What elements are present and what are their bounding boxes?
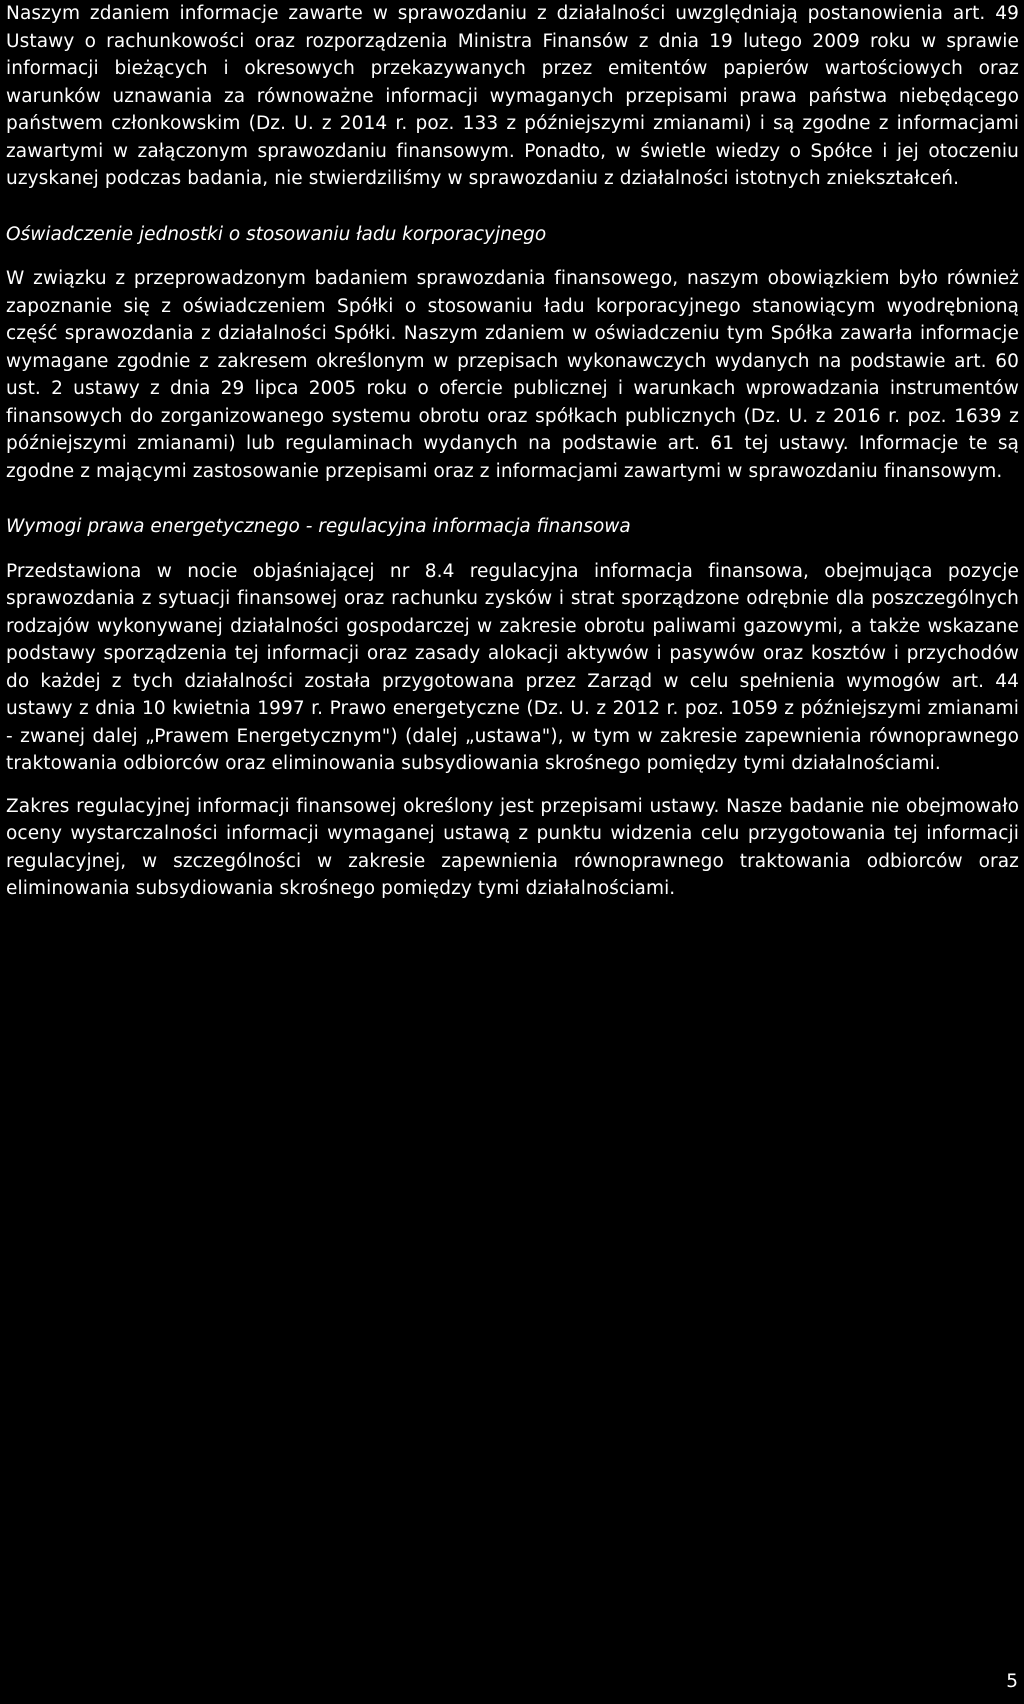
paragraph-regulatory-financial-info: Przedstawiona w nocie objaśniającej nr 8.4 regulacyjna informacja finansowa, obejmująca pozycje sprawozdania z sytuacji finansowej oraz rachunku zysków i strat sporządzone odrębnie dla poszczególnych rodzajów wykonywanej działalności gospodarczej w zakresie obrotu paliwami gazowymi, a także wskazane podstawy sporządzenia tej informacji oraz zasady alokacji aktywów i pasywów oraz kosztów i przychodów do każdej z tych działalności została przygotowana przez Zarząd w celu spełnienia wymogów art. 44 ustawy z dnia 10 kwietnia 1997 r. Prawo energetyczne (Dz. U. z 2012 r. poz. 1059 z późniejszymi zmianami - zwanej dalej „Prawem Energetycznym") (dalej „ustawa"), w tym w zakresie zapewnienia równoprawnego traktowania odbiorców oraz eliminowania subsydiowania skrośnego pomiędzy tymi działalnościami.	[6, 560, 1019, 774]
heading-corporate-governance-statement: Oświadczenie jednostki o stosowaniu ładu korporacyjnego	[6, 223, 547, 245]
paragraph-regulatory-scope: Zakres regulacyjnej informacji finansowej określony jest przepisami ustawy. Nasze badanie nie obejmowało oceny wystarczalności informacji wymaganej ustawą z punktu widzenia celu przygotowania tej informacji regulacyjnej, w szczególności w zakresie zapewnienia równoprawnego traktowania odbiorców oraz eliminowania subsydiowania skrośnego pomiędzy tymi działalnościami.	[6, 795, 1019, 899]
paragraph-corporate-governance: W związku z przeprowadzonym badaniem sprawozdania finansowego, naszym obowiązkiem było również zapoznanie się z oświadczeniem Spółki o stosowaniu ładu korporacyjnego stanowiącym wyodrębnioną część sprawozdania z działalności Spółki. Naszym zdaniem w oświadczeniu tym Spółka zawarła informacje wymagane zgodnie z zakresem określonym w przepisach wykonawczych wydanych na podstawie art. 60 ust. 2 ustawy z dnia 29 lipca 2005 roku o ofercie publicznej i warunkach wprowadzania instrumentów finansowych do zorganizowanego systemu obrotu oraz spółkach publicznych (Dz. U. z 2016 r. poz. 1639 z późniejszymi zmianami) lub regulaminach wydanych na podstawie art. 61 tej ustawy. Informacje te są zgodne z mającymi zastosowanie przepisami oraz z informacjami zawartymi w sprawozdaniu finansowym.	[6, 268, 1019, 482]
page-number: 5	[1006, 1671, 1018, 1692]
paragraph-management-report-opinion: Naszym zdaniem informacje zawarte w sprawozdaniu z działalności uwzględniają postanowienia art. 49 Ustawy o rachunkowości oraz rozporządzenia Ministra Finansów z dnia 19 lutego 2009 roku w sprawie informacji bieżących i okresowych przekazywanych przez emitentów papierów wartościowych oraz warunków uznawania za równoważne informacji wymaganych przepisami prawa państwa niebędącego państwem członkowskim (Dz. U. z 2014 r. poz. 133 z późniejszymi zmianami) i są zgodne z informacjami zawartymi w załączonym sprawozdaniu finansowym. Ponadto, w świetle wiedzy o Spółce i jej otoczeniu uzyskanej podczas badania, nie stwierdziliśmy w sprawozdaniu z działalności istotnych zniekształceń.	[6, 3, 1019, 189]
heading-energy-law-requirements: Wymogi prawa energetycznego - regulacyjna informacja finansowa	[6, 516, 631, 537]
document-page	[6, 0, 1019, 903]
